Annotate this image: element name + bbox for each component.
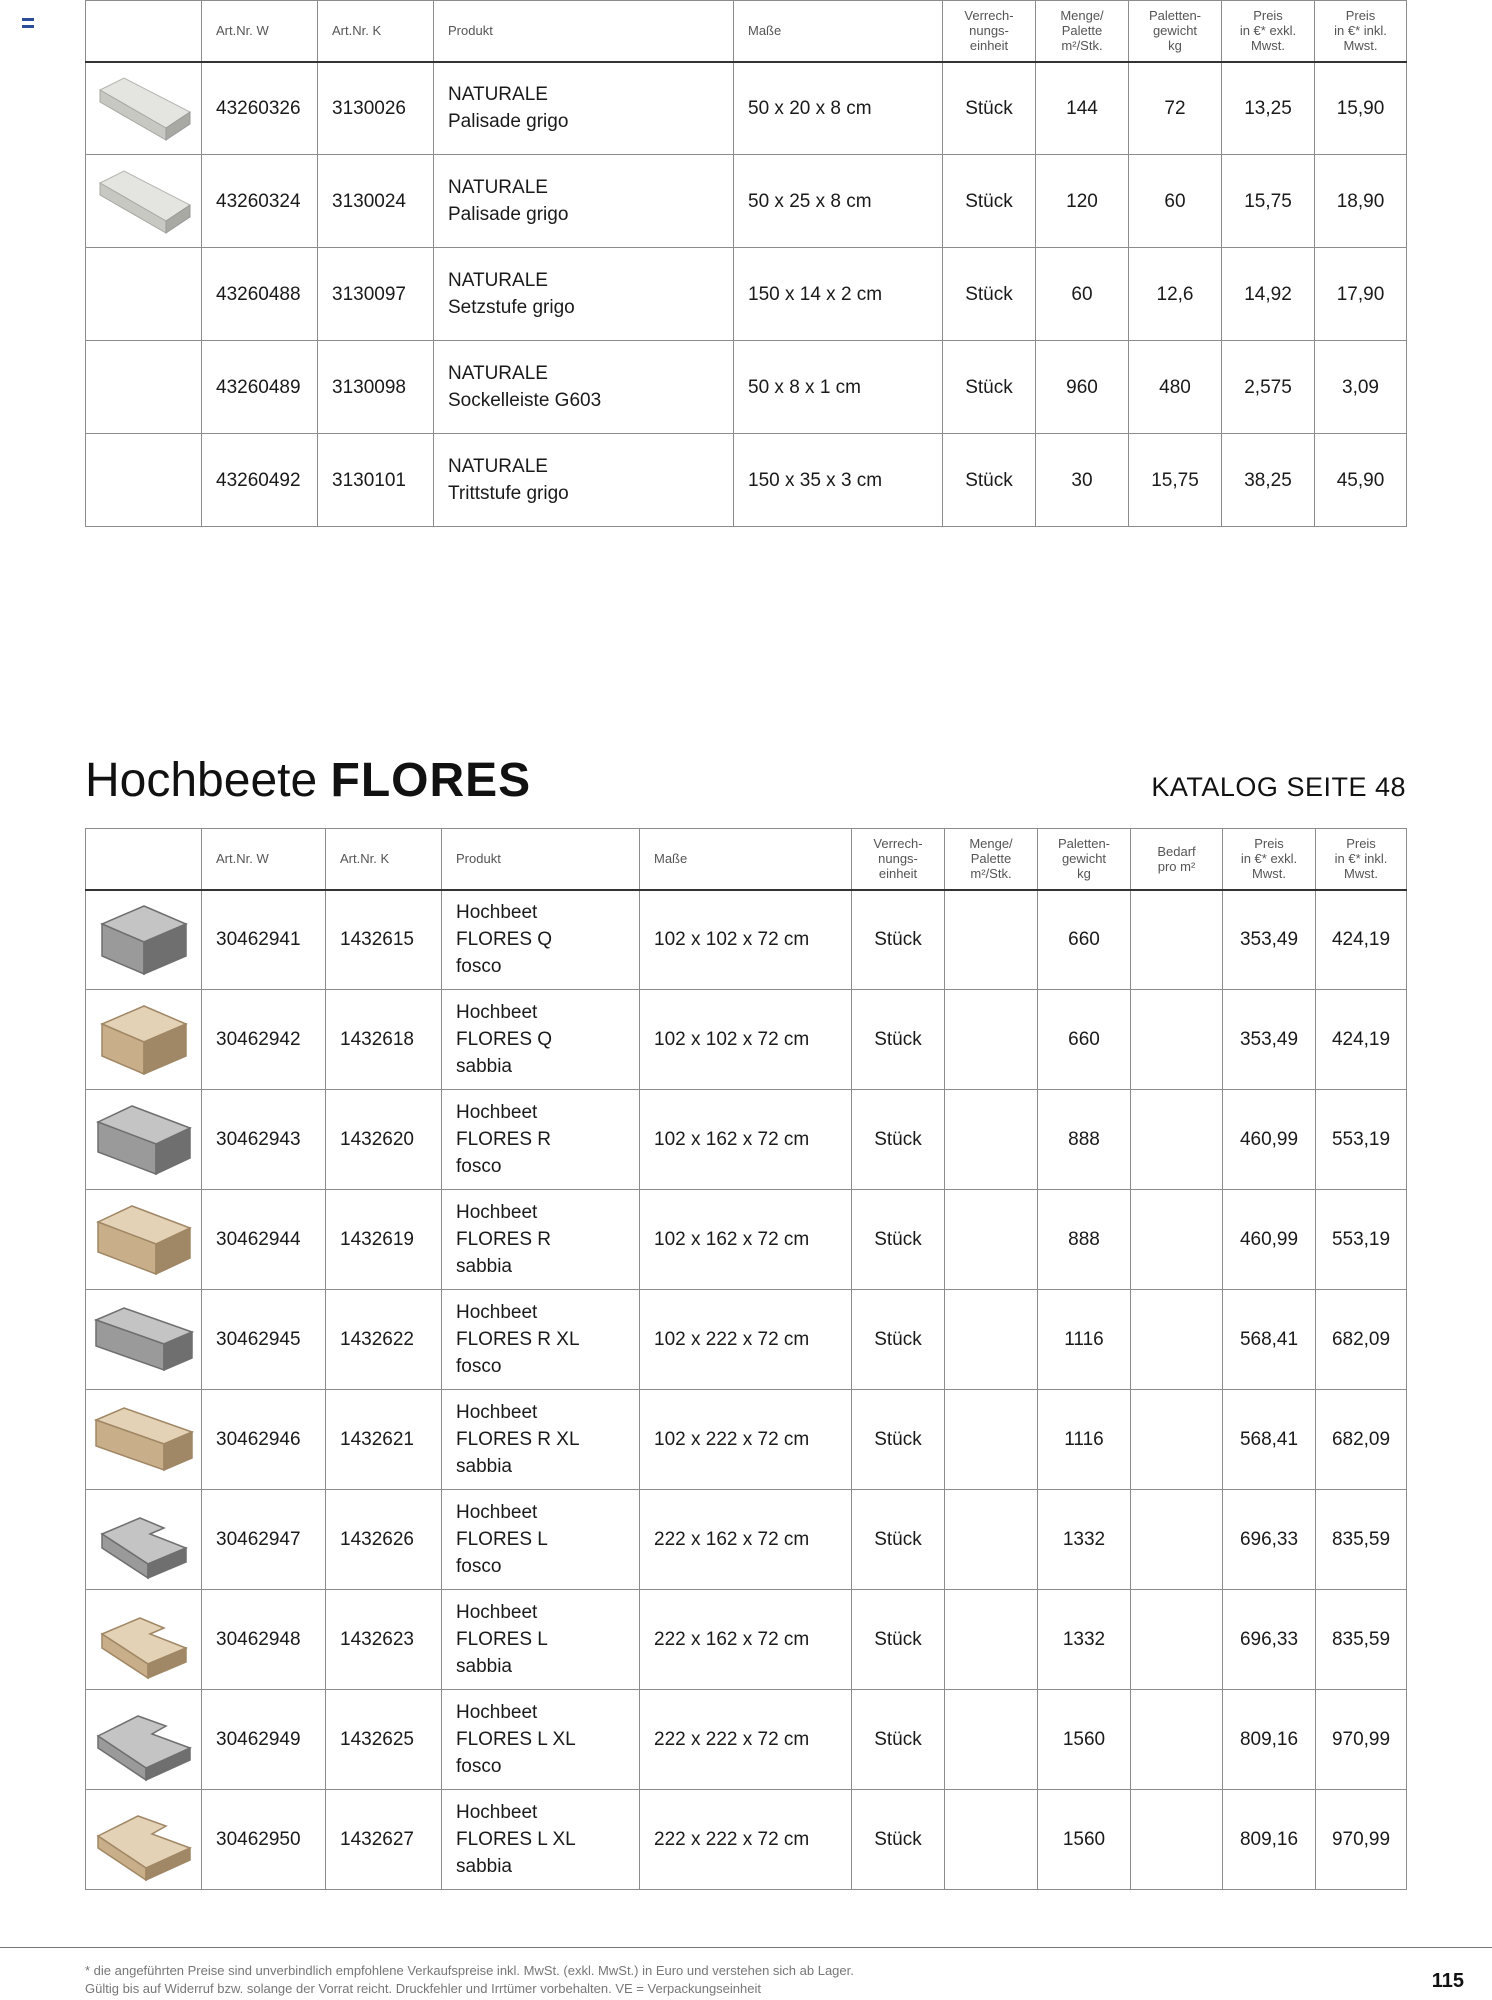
- product-name-line: FLORES L XL: [456, 1729, 576, 1750]
- article-number-k: 1432626: [326, 1490, 442, 1590]
- billing-unit: Stück: [852, 1790, 945, 1890]
- quantity-per-pallet: 144: [1036, 62, 1129, 155]
- pallet-weight: 60: [1129, 155, 1222, 248]
- product-name: [434, 155, 734, 248]
- dimensions: 50 x 8 x 1 cm: [734, 341, 943, 434]
- product-name-line: Setzstufe grigo: [448, 297, 575, 318]
- billing-unit: Stück: [943, 62, 1036, 155]
- dimensions: 102 x 222 x 72 cm: [640, 1290, 852, 1390]
- product-thumbnail: [86, 1698, 201, 1782]
- requirement-per-m2: [1131, 990, 1223, 1090]
- article-number-k: 3130026: [318, 62, 434, 155]
- article-number-w: 30462946: [202, 1390, 326, 1490]
- table-row: [86, 890, 1407, 990]
- product-name: [434, 248, 734, 341]
- product-name-line: FLORES R: [456, 1229, 552, 1250]
- pallet-weight: 72: [1129, 62, 1222, 155]
- quantity-per-pallet: 120: [1036, 155, 1129, 248]
- article-number-k: 1432625: [326, 1690, 442, 1790]
- price-incl-vat: 553,19: [1316, 1090, 1407, 1190]
- menu-icon: [22, 18, 34, 28]
- product-image-cell: [86, 1290, 202, 1390]
- price-incl-vat: 553,19: [1316, 1190, 1407, 1290]
- product-image-cell: [86, 1490, 202, 1590]
- dimensions: 222 x 222 x 72 cm: [640, 1790, 852, 1890]
- raised-bed-image: [94, 1398, 194, 1482]
- raised-bed-image: [94, 1598, 194, 1682]
- product-name-line: FLORES R XL: [456, 1429, 580, 1450]
- product-image-cell: [86, 1590, 202, 1690]
- price-excl-vat: 353,49: [1223, 990, 1316, 1090]
- product-name-line: fosco: [456, 1356, 502, 1377]
- price-excl-vat: 353,49: [1223, 890, 1316, 990]
- product-name-line: sabbia: [456, 1256, 512, 1277]
- product-thumbnail: [86, 898, 201, 982]
- product-name: [442, 990, 640, 1090]
- billing-unit: Stück: [852, 1490, 945, 1590]
- table-row: [86, 1390, 1407, 1490]
- product-name-line: sabbia: [456, 1056, 512, 1077]
- product-name: [442, 1390, 640, 1490]
- pallet-weight: 660: [1038, 890, 1131, 990]
- billing-unit: Stück: [943, 155, 1036, 248]
- pallet-weight: 1332: [1038, 1590, 1131, 1690]
- price-excl-vat: 460,99: [1223, 1190, 1316, 1290]
- article-number-w: 30462942: [202, 990, 326, 1090]
- price-excl-vat: 13,25: [1222, 62, 1315, 155]
- price-excl-vat: 696,33: [1223, 1490, 1316, 1590]
- image-column-header: [86, 1, 202, 62]
- product-thumbnail: [86, 1198, 201, 1282]
- requirement-per-m2: [1131, 1390, 1223, 1490]
- product-name-line: FLORES Q: [456, 929, 553, 951]
- article-number-w: 30462949: [202, 1690, 326, 1790]
- col-header-preis-exkl: Preis in €* exkl. Mwst.: [1222, 1, 1315, 62]
- dimensions: 222 x 222 x 72 cm: [640, 1690, 852, 1790]
- requirement-per-m2: [1131, 1690, 1223, 1790]
- table-row: [86, 990, 1407, 1090]
- quantity-per-pallet: [945, 990, 1038, 1090]
- article-number-k: 3130101: [318, 434, 434, 527]
- product-name-line: sabbia: [456, 1856, 512, 1877]
- table-row: [86, 341, 1407, 434]
- product-name-line: Hochbeet: [456, 1402, 538, 1423]
- product-name-line: Trittstufe grigo: [448, 483, 569, 504]
- quantity-per-pallet: [945, 1190, 1038, 1290]
- pallet-weight: 660: [1038, 990, 1131, 1090]
- product-name-line: fosco: [456, 1556, 502, 1577]
- naturale-product-table: [85, 0, 1407, 527]
- product-thumbnail: [86, 72, 201, 144]
- raised-bed-image: [94, 1498, 194, 1582]
- dimensions: 222 x 162 x 72 cm: [640, 1590, 852, 1690]
- pallet-weight: 12,6: [1129, 248, 1222, 341]
- quantity-per-pallet: [945, 1690, 1038, 1790]
- price-excl-vat: 15,75: [1222, 155, 1315, 248]
- dimensions: 102 x 162 x 72 cm: [640, 1090, 852, 1190]
- price-incl-vat: 835,59: [1316, 1490, 1407, 1590]
- dimensions: 102 x 162 x 72 cm: [640, 1190, 852, 1290]
- dimensions: 150 x 35 x 3 cm: [734, 434, 943, 527]
- requirement-per-m2: [1131, 1490, 1223, 1590]
- palisade-stone-image: [94, 72, 194, 144]
- raised-bed-image: [94, 898, 194, 982]
- price-excl-vat: 2,575: [1222, 341, 1315, 434]
- billing-unit: Stück: [852, 1690, 945, 1790]
- product-name: [434, 434, 734, 527]
- product-image-cell: [86, 1090, 202, 1190]
- footnote-line-2: Gültig bis auf Widerruf bzw. solange der Vorrat reicht. Druckfehler und Irrtümer vorbehalten. VE = Verpackungseinheit: [85, 1981, 761, 1996]
- product-thumbnail: [86, 998, 201, 1082]
- palisade-stone-image: [94, 165, 194, 237]
- product-image-cell: [86, 1690, 202, 1790]
- quantity-per-pallet: [945, 1390, 1038, 1490]
- col-header-menge: Menge/ Palette m²/Stk.: [1036, 1, 1129, 62]
- table-header-row: [86, 829, 1407, 890]
- col-header-bedarf: Bedarf pro m²: [1131, 829, 1223, 890]
- section-title-light: Hochbeete: [85, 754, 318, 807]
- product-name-line: FLORES R: [456, 1129, 552, 1150]
- article-number-k: 1432627: [326, 1790, 442, 1890]
- product-name: [442, 1590, 640, 1690]
- article-number-k: 1432621: [326, 1390, 442, 1490]
- quantity-per-pallet: [945, 1590, 1038, 1690]
- quantity-per-pallet: [945, 1290, 1038, 1390]
- price-incl-vat: 45,90: [1315, 434, 1407, 527]
- product-image-cell: [86, 1790, 202, 1890]
- article-number-w: 30462948: [202, 1590, 326, 1690]
- pallet-weight: 888: [1038, 1090, 1131, 1190]
- col-header-art-k: Art.Nr. K: [318, 1, 434, 62]
- product-name: [442, 890, 640, 990]
- raised-bed-image: [94, 998, 194, 1082]
- article-number-w: 30462945: [202, 1290, 326, 1390]
- table-row: [86, 248, 1407, 341]
- table-row: [86, 434, 1407, 527]
- table-row: [86, 1490, 1407, 1590]
- col-header-gewicht: Paletten- gewicht kg: [1129, 1, 1222, 62]
- product-name-line: NATURALE: [448, 177, 548, 198]
- pallet-weight: 1116: [1038, 1290, 1131, 1390]
- page-number: 115: [1431, 1970, 1464, 1992]
- quantity-per-pallet: [945, 1490, 1038, 1590]
- col-header-verrechnung: Verrech- nungs- einheit: [852, 829, 945, 890]
- article-number-w: 30462947: [202, 1490, 326, 1590]
- product-image-cell: [86, 1190, 202, 1290]
- requirement-per-m2: [1131, 890, 1223, 990]
- product-thumbnail: [86, 1098, 201, 1182]
- product-image-cell: [86, 155, 202, 248]
- billing-unit: Stück: [852, 990, 945, 1090]
- dimensions: 102 x 102 x 72 cm: [640, 990, 852, 1090]
- product-name-line: NATURALE: [448, 456, 548, 477]
- product-name-line: NATURALE: [448, 84, 548, 106]
- price-excl-vat: 38,25: [1222, 434, 1315, 527]
- quantity-per-pallet: [945, 1790, 1038, 1890]
- article-number-w: 43260488: [202, 248, 318, 341]
- product-name: [434, 62, 734, 155]
- price-incl-vat: 3,09: [1315, 341, 1407, 434]
- product-name-line: NATURALE: [448, 363, 548, 384]
- price-incl-vat: 424,19: [1316, 990, 1407, 1090]
- table-row: [86, 62, 1407, 155]
- price-excl-vat: 568,41: [1223, 1390, 1316, 1490]
- billing-unit: Stück: [852, 1090, 945, 1190]
- price-excl-vat: 460,99: [1223, 1090, 1316, 1190]
- billing-unit: Stück: [852, 890, 945, 990]
- product-image-cell: [86, 62, 202, 155]
- image-column-header: [86, 829, 202, 890]
- col-header-art-w: Art.Nr. W: [202, 829, 326, 890]
- product-name-line: FLORES L XL: [456, 1829, 576, 1850]
- dimensions: 102 x 102 x 72 cm: [640, 890, 852, 990]
- dimensions: 102 x 222 x 72 cm: [640, 1390, 852, 1490]
- col-header-art-w: Art.Nr. W: [202, 1, 318, 62]
- article-number-k: 3130097: [318, 248, 434, 341]
- product-name-line: Sockelleiste G603: [448, 390, 602, 411]
- col-header-preis-exkl: Preis in €* exkl. Mwst.: [1223, 829, 1316, 890]
- requirement-per-m2: [1131, 1590, 1223, 1690]
- product-image-cell: [86, 890, 202, 990]
- product-name-line: FLORES L: [456, 1529, 548, 1550]
- price-incl-vat: 970,99: [1316, 1790, 1407, 1890]
- product-name-line: Hochbeet: [456, 1702, 538, 1723]
- article-number-w: 43260492: [202, 434, 318, 527]
- col-header-verrechnung: Verrech- nungs- einheit: [943, 1, 1036, 62]
- article-number-k: 1432622: [326, 1290, 442, 1390]
- table-row: [86, 1290, 1407, 1390]
- product-image-cell: [86, 341, 202, 434]
- product-name-line: Palisade grigo: [448, 204, 569, 225]
- billing-unit: Stück: [943, 434, 1036, 527]
- price-excl-vat: 809,16: [1223, 1790, 1316, 1890]
- price-excl-vat: 14,92: [1222, 248, 1315, 341]
- table-row: [86, 1590, 1407, 1690]
- col-header-masse: Maße: [640, 829, 852, 890]
- product-name-line: Hochbeet: [456, 1002, 538, 1023]
- article-number-w: 30462944: [202, 1190, 326, 1290]
- article-number-k: 1432623: [326, 1590, 442, 1690]
- raised-bed-image: [94, 1198, 194, 1282]
- product-name-line: Hochbeet: [456, 1502, 538, 1523]
- dimensions: 150 x 14 x 2 cm: [734, 248, 943, 341]
- quantity-per-pallet: [945, 890, 1038, 990]
- product-name-line: Hochbeet: [456, 1202, 538, 1223]
- requirement-per-m2: [1131, 1290, 1223, 1390]
- billing-unit: Stück: [852, 1390, 945, 1490]
- billing-unit: Stück: [852, 1290, 945, 1390]
- product-name-line: FLORES L: [456, 1629, 548, 1650]
- requirement-per-m2: [1131, 1790, 1223, 1890]
- product-name-line: sabbia: [456, 1656, 512, 1677]
- price-incl-vat: 970,99: [1316, 1690, 1407, 1790]
- product-name-line: Hochbeet: [456, 1802, 538, 1823]
- pallet-weight: 15,75: [1129, 434, 1222, 527]
- pallet-weight: 1560: [1038, 1690, 1131, 1790]
- col-header-art-k: Art.Nr. K: [326, 829, 442, 890]
- dimensions: 50 x 20 x 8 cm: [734, 62, 943, 155]
- product-image-cell: [86, 248, 202, 341]
- table-header-row: [86, 1, 1407, 62]
- article-number-w: 30462950: [202, 1790, 326, 1890]
- price-incl-vat: 18,90: [1315, 155, 1407, 248]
- product-image-cell: [86, 1390, 202, 1490]
- raised-bed-image: [94, 1298, 194, 1382]
- product-name-line: Hochbeet: [456, 1102, 538, 1123]
- product-name-line: Hochbeet: [456, 902, 538, 924]
- product-name-line: fosco: [456, 956, 502, 978]
- dimensions: 50 x 25 x 8 cm: [734, 155, 943, 248]
- col-header-produkt: Produkt: [434, 1, 734, 62]
- price-incl-vat: 424,19: [1316, 890, 1407, 990]
- article-number-k: 1432620: [326, 1090, 442, 1190]
- article-number-k: 3130024: [318, 155, 434, 248]
- requirement-per-m2: [1131, 1090, 1223, 1190]
- product-name-line: Palisade grigo: [448, 111, 569, 133]
- col-header-gewicht: Paletten- gewicht kg: [1038, 829, 1131, 890]
- price-incl-vat: 15,90: [1315, 62, 1407, 155]
- billing-unit: Stück: [943, 248, 1036, 341]
- pallet-weight: 1332: [1038, 1490, 1131, 1590]
- footnote-line-1: * die angeführten Preise sind unverbindlich empfohlene Verkaufspreise inkl. MwSt. (exkl. MwSt.) in Euro und verstehen sich ab Lager.: [85, 1963, 854, 1978]
- quantity-per-pallet: [945, 1090, 1038, 1190]
- price-excl-vat: 568,41: [1223, 1290, 1316, 1390]
- product-name: [442, 1490, 640, 1590]
- pallet-weight: 1560: [1038, 1790, 1131, 1890]
- table-row: [86, 1790, 1407, 1890]
- col-header-masse: Maße: [734, 1, 943, 62]
- pallet-weight: 480: [1129, 341, 1222, 434]
- table-row: [86, 1090, 1407, 1190]
- billing-unit: Stück: [943, 341, 1036, 434]
- table-row: [86, 1690, 1407, 1790]
- catalog-page-reference: KATALOG SEITE 48: [1151, 772, 1406, 802]
- product-thumbnail: [86, 1798, 201, 1882]
- price-incl-vat: 835,59: [1316, 1590, 1407, 1690]
- price-excl-vat: 696,33: [1223, 1590, 1316, 1690]
- table-row: [86, 1190, 1407, 1290]
- billing-unit: Stück: [852, 1190, 945, 1290]
- article-number-k: 1432618: [326, 990, 442, 1090]
- flores-product-table: [85, 828, 1407, 1890]
- article-number-k: 3130098: [318, 341, 434, 434]
- price-excl-vat: 809,16: [1223, 1690, 1316, 1790]
- product-name-line: NATURALE: [448, 270, 548, 291]
- article-number-w: 30462941: [202, 890, 326, 990]
- product-name: [442, 1090, 640, 1190]
- article-number-w: 43260326: [202, 62, 318, 155]
- col-header-preis-inkl: Preis in €* inkl. Mwst.: [1316, 829, 1407, 890]
- product-image-cell: [86, 434, 202, 527]
- pallet-weight: 1116: [1038, 1390, 1131, 1490]
- footnote: [85, 1962, 1235, 1998]
- col-header-produkt: Produkt: [442, 829, 640, 890]
- product-name-line: FLORES Q: [456, 1029, 553, 1050]
- article-number-w: 43260489: [202, 341, 318, 434]
- product-name: [434, 341, 734, 434]
- raised-bed-image: [94, 1798, 194, 1882]
- product-thumbnail: [86, 1498, 201, 1582]
- dimensions: 222 x 162 x 72 cm: [640, 1490, 852, 1590]
- product-name-line: FLORES R XL: [456, 1329, 580, 1350]
- table-row: [86, 155, 1407, 248]
- product-name-line: Hochbeet: [456, 1302, 538, 1323]
- product-name: [442, 1790, 640, 1890]
- price-incl-vat: 17,90: [1315, 248, 1407, 341]
- product-name-line: fosco: [456, 1156, 502, 1177]
- price-incl-vat: 682,09: [1316, 1390, 1407, 1490]
- article-number-k: 1432615: [326, 890, 442, 990]
- product-thumbnail: [86, 165, 201, 237]
- requirement-per-m2: [1131, 1190, 1223, 1290]
- raised-bed-image: [94, 1098, 194, 1182]
- product-name: [442, 1190, 640, 1290]
- product-thumbnail: [86, 1298, 201, 1382]
- footer-divider: [0, 1947, 1492, 1948]
- article-number-w: 30462943: [202, 1090, 326, 1190]
- article-number-k: 1432619: [326, 1190, 442, 1290]
- product-thumbnail: [86, 1598, 201, 1682]
- product-name: [442, 1290, 640, 1390]
- product-name-line: fosco: [456, 1756, 502, 1777]
- product-name-line: sabbia: [456, 1456, 512, 1477]
- col-header-preis-inkl: Preis in €* inkl. Mwst.: [1315, 1, 1407, 62]
- product-name: [442, 1690, 640, 1790]
- quantity-per-pallet: 960: [1036, 341, 1129, 434]
- section-title-bold: FLORES: [330, 754, 532, 807]
- price-incl-vat: 682,09: [1316, 1290, 1407, 1390]
- article-number-w: 43260324: [202, 155, 318, 248]
- raised-bed-image: [94, 1698, 194, 1782]
- billing-unit: Stück: [852, 1590, 945, 1690]
- pallet-weight: 888: [1038, 1190, 1131, 1290]
- col-header-menge: Menge/ Palette m²/Stk.: [945, 829, 1038, 890]
- product-name-line: Hochbeet: [456, 1602, 538, 1623]
- quantity-per-pallet: 30: [1036, 434, 1129, 527]
- section-title: [85, 752, 531, 810]
- product-thumbnail: [86, 1398, 201, 1482]
- product-image-cell: [86, 990, 202, 1090]
- quantity-per-pallet: 60: [1036, 248, 1129, 341]
